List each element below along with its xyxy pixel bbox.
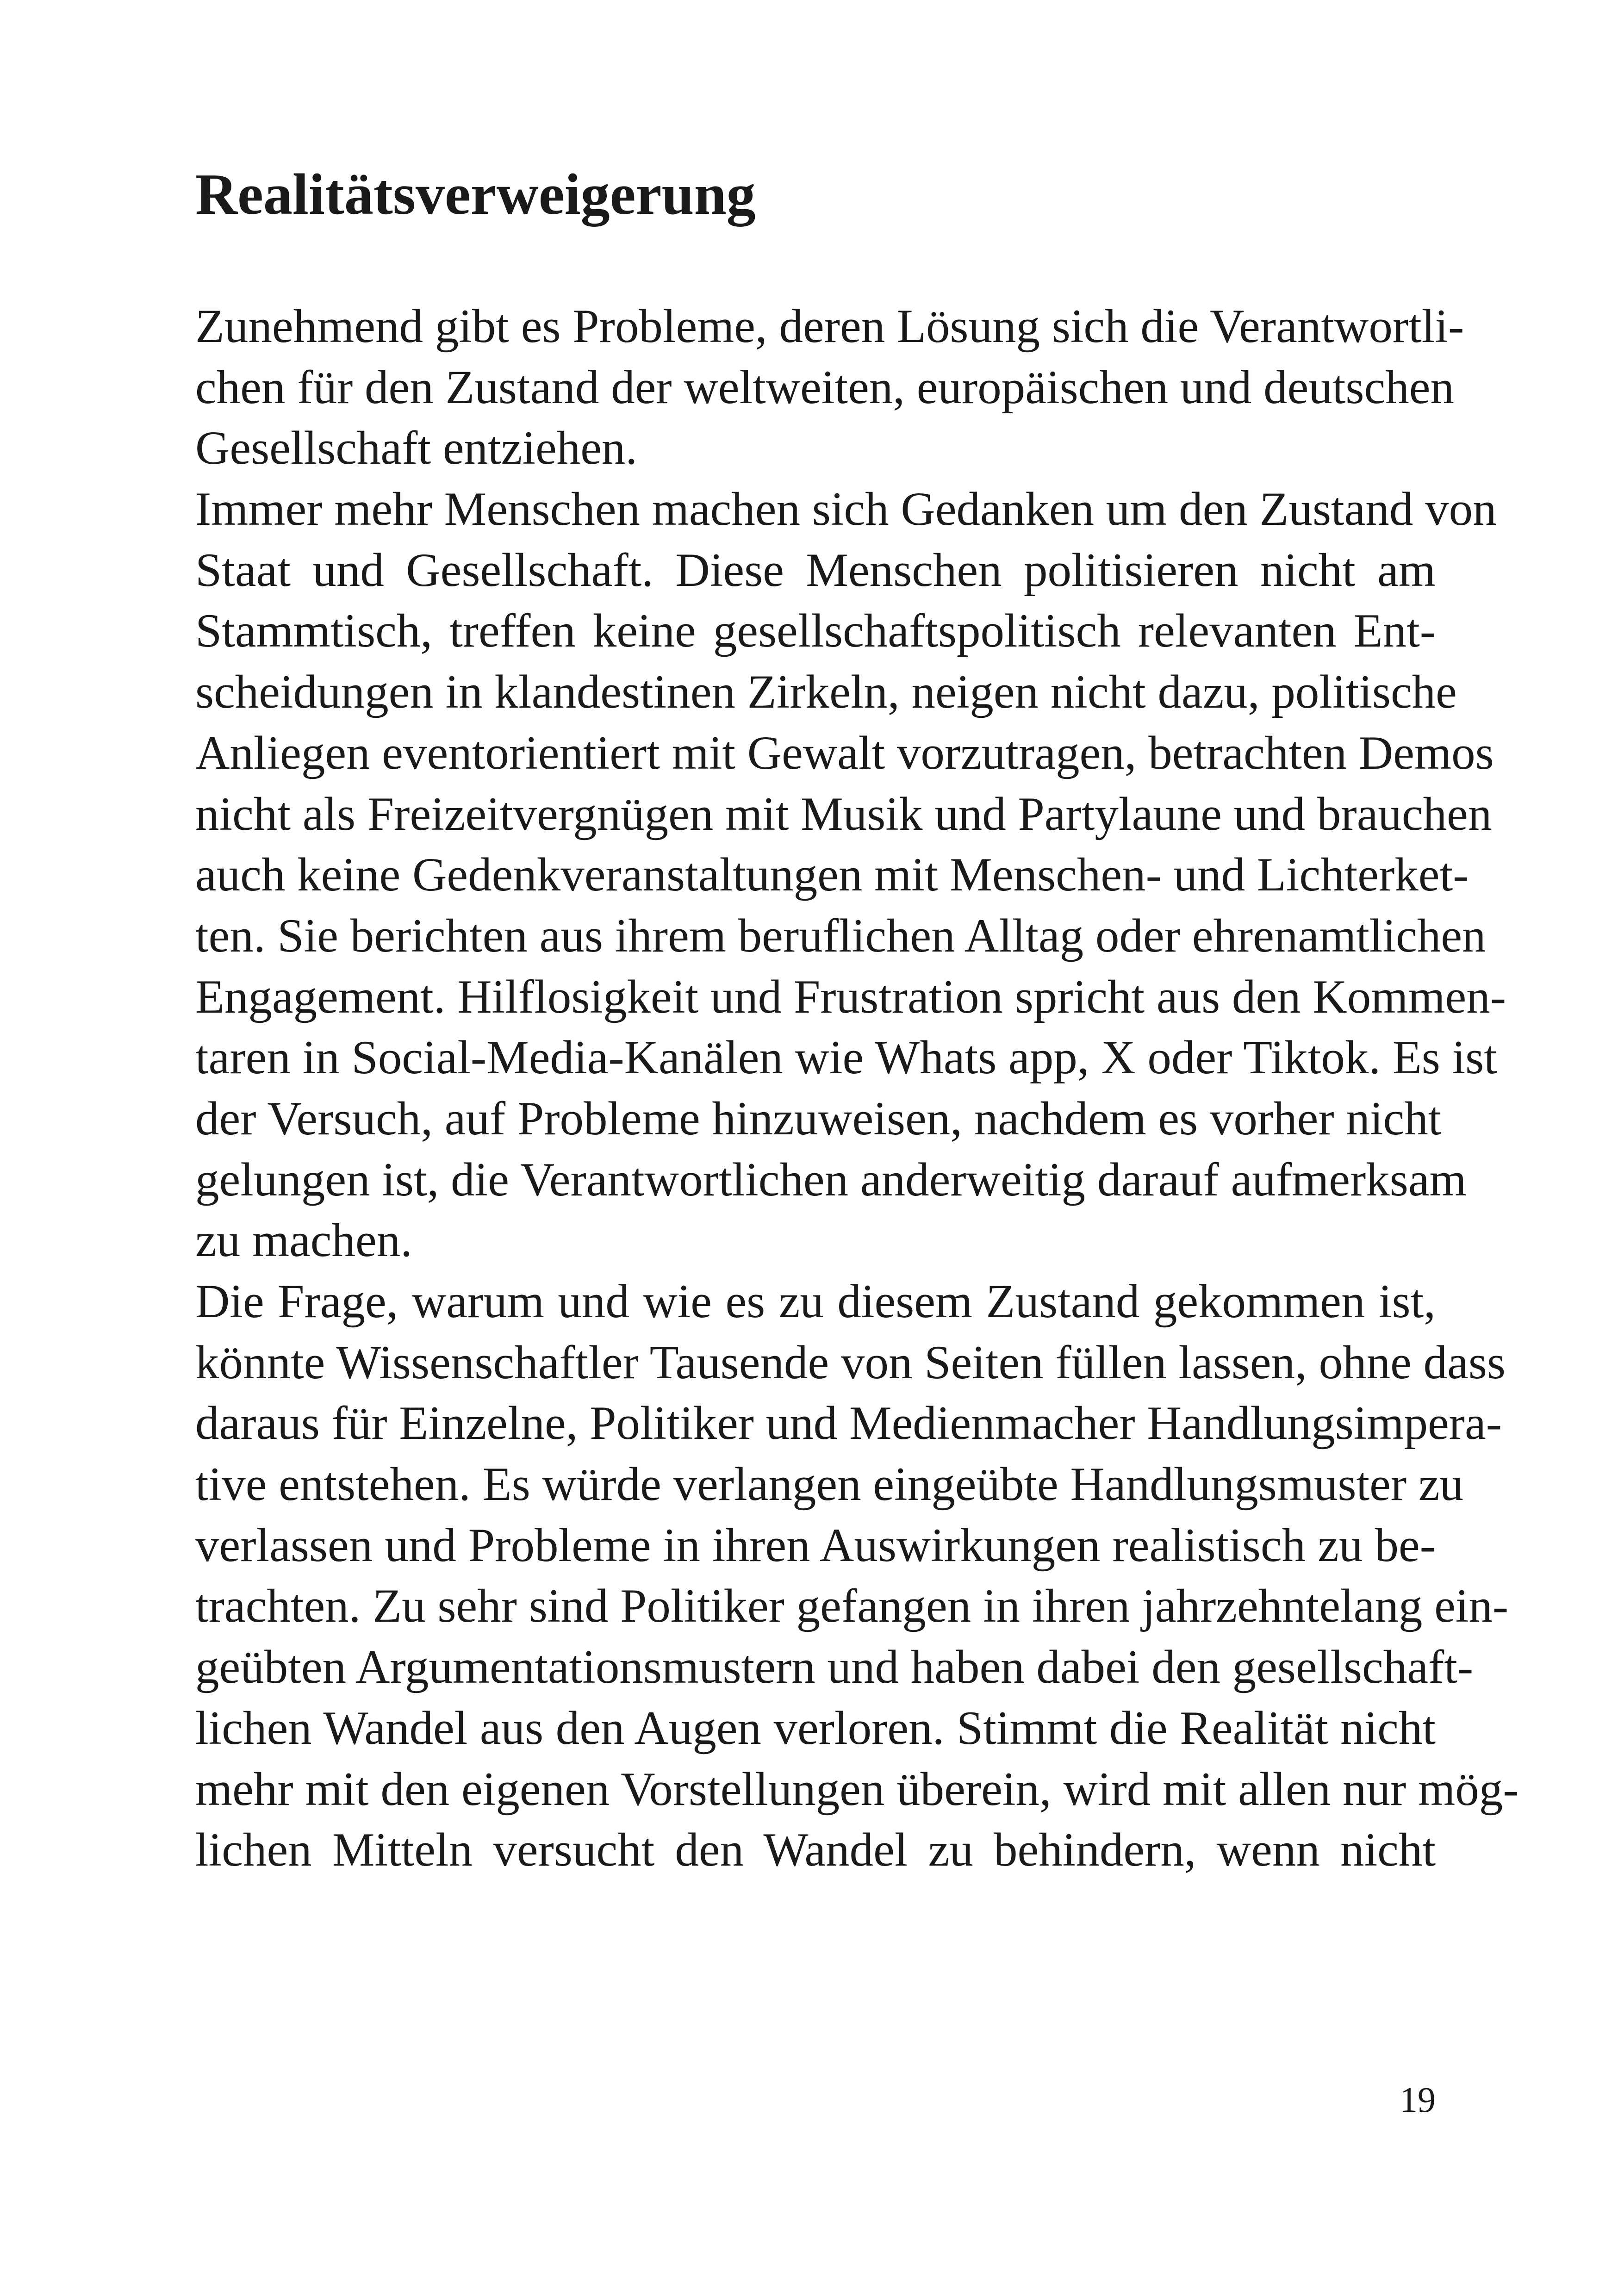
text-line: Immer mehr Menschen machen sich Gedanken um den Zustand von (195, 483, 1497, 536)
text-line: Anliegen eventorientiert mit Gewalt vorzutragen, betrachten Demos (195, 726, 1494, 779)
text-line: zu machen. (195, 1214, 412, 1267)
text-line: Gesellschaft entziehen. (195, 422, 638, 475)
text-line: Staat und Gesellschaft. Diese Menschen politisieren nicht am (195, 543, 1436, 597)
text-line: lichen Wandel aus den Augen verloren. Stimmt die Realität nicht (195, 1701, 1436, 1755)
text-line: lichen Mitteln versucht den Wandel zu behindern, wenn nicht (195, 1823, 1436, 1877)
text-line: taren in Social-Media-Kanälen wie Whats app, X oder Tiktok. Es ist (195, 1031, 1497, 1084)
text-line: Stammtisch, treffen keine gesellschaftspolitisch relevanten Ent- (195, 604, 1436, 658)
page-number: 19 (1400, 2079, 1436, 2120)
text-line: gelungen ist, die Verantwortlichen anderweitig darauf aufmerksam (195, 1153, 1467, 1206)
text-line: daraus für Einzelne, Politiker und Medienmacher Handlungsimpera- (195, 1397, 1502, 1450)
text-line: trachten. Zu sehr sind Politiker gefangen in ihren jahrzehntelang ein- (195, 1580, 1509, 1633)
text-line: Engagement. Hilflosigkeit und Frustration spricht aus den Kommen- (195, 970, 1506, 1023)
text-line: scheidungen in klandestinen Zirkeln, neigen nicht dazu, politische (195, 666, 1457, 719)
text-line: Zunehmend gibt es Probleme, deren Lösung sich die Verantwortli- (195, 300, 1464, 353)
text-line: geübten Argumentationsmustern und haben dabei den gesellschaft- (195, 1641, 1474, 1694)
text-line: chen für den Zustand der weltweiten, europäischen und deutschen (195, 361, 1454, 414)
text-line: ten. Sie berichten aus ihrem beruflichen Alltag oder ehrenamtlichen (195, 909, 1486, 962)
text-line: mehr mit den eigenen Vorstellungen überein, wird mit allen nur mög- (195, 1762, 1519, 1816)
text-line: tive entstehen. Es würde verlangen eingeübte Handlungsmuster zu (195, 1458, 1464, 1511)
text-line: verlassen und Probleme in ihren Auswirkungen realistisch zu be- (195, 1518, 1436, 1572)
text-line: könnte Wissenschaftler Tausende von Seiten füllen lassen, ohne dass (195, 1336, 1506, 1389)
body-text (195, 296, 1519, 1881)
text-line: Die Frage, warum und wie es zu diesem Zustand gekommen ist, (195, 1275, 1436, 1328)
chapter-title: Realitätsverweigerung (195, 162, 756, 227)
text-line: der Versuch, auf Probleme hinzuweisen, nachdem es vorher nicht (195, 1092, 1442, 1145)
text-line: auch keine Gedenkveranstaltungen mit Menschen- und Lichterket- (195, 848, 1469, 902)
text-line: nicht als Freizeitvergnügen mit Musik und Partylaune und brauchen (195, 787, 1492, 840)
